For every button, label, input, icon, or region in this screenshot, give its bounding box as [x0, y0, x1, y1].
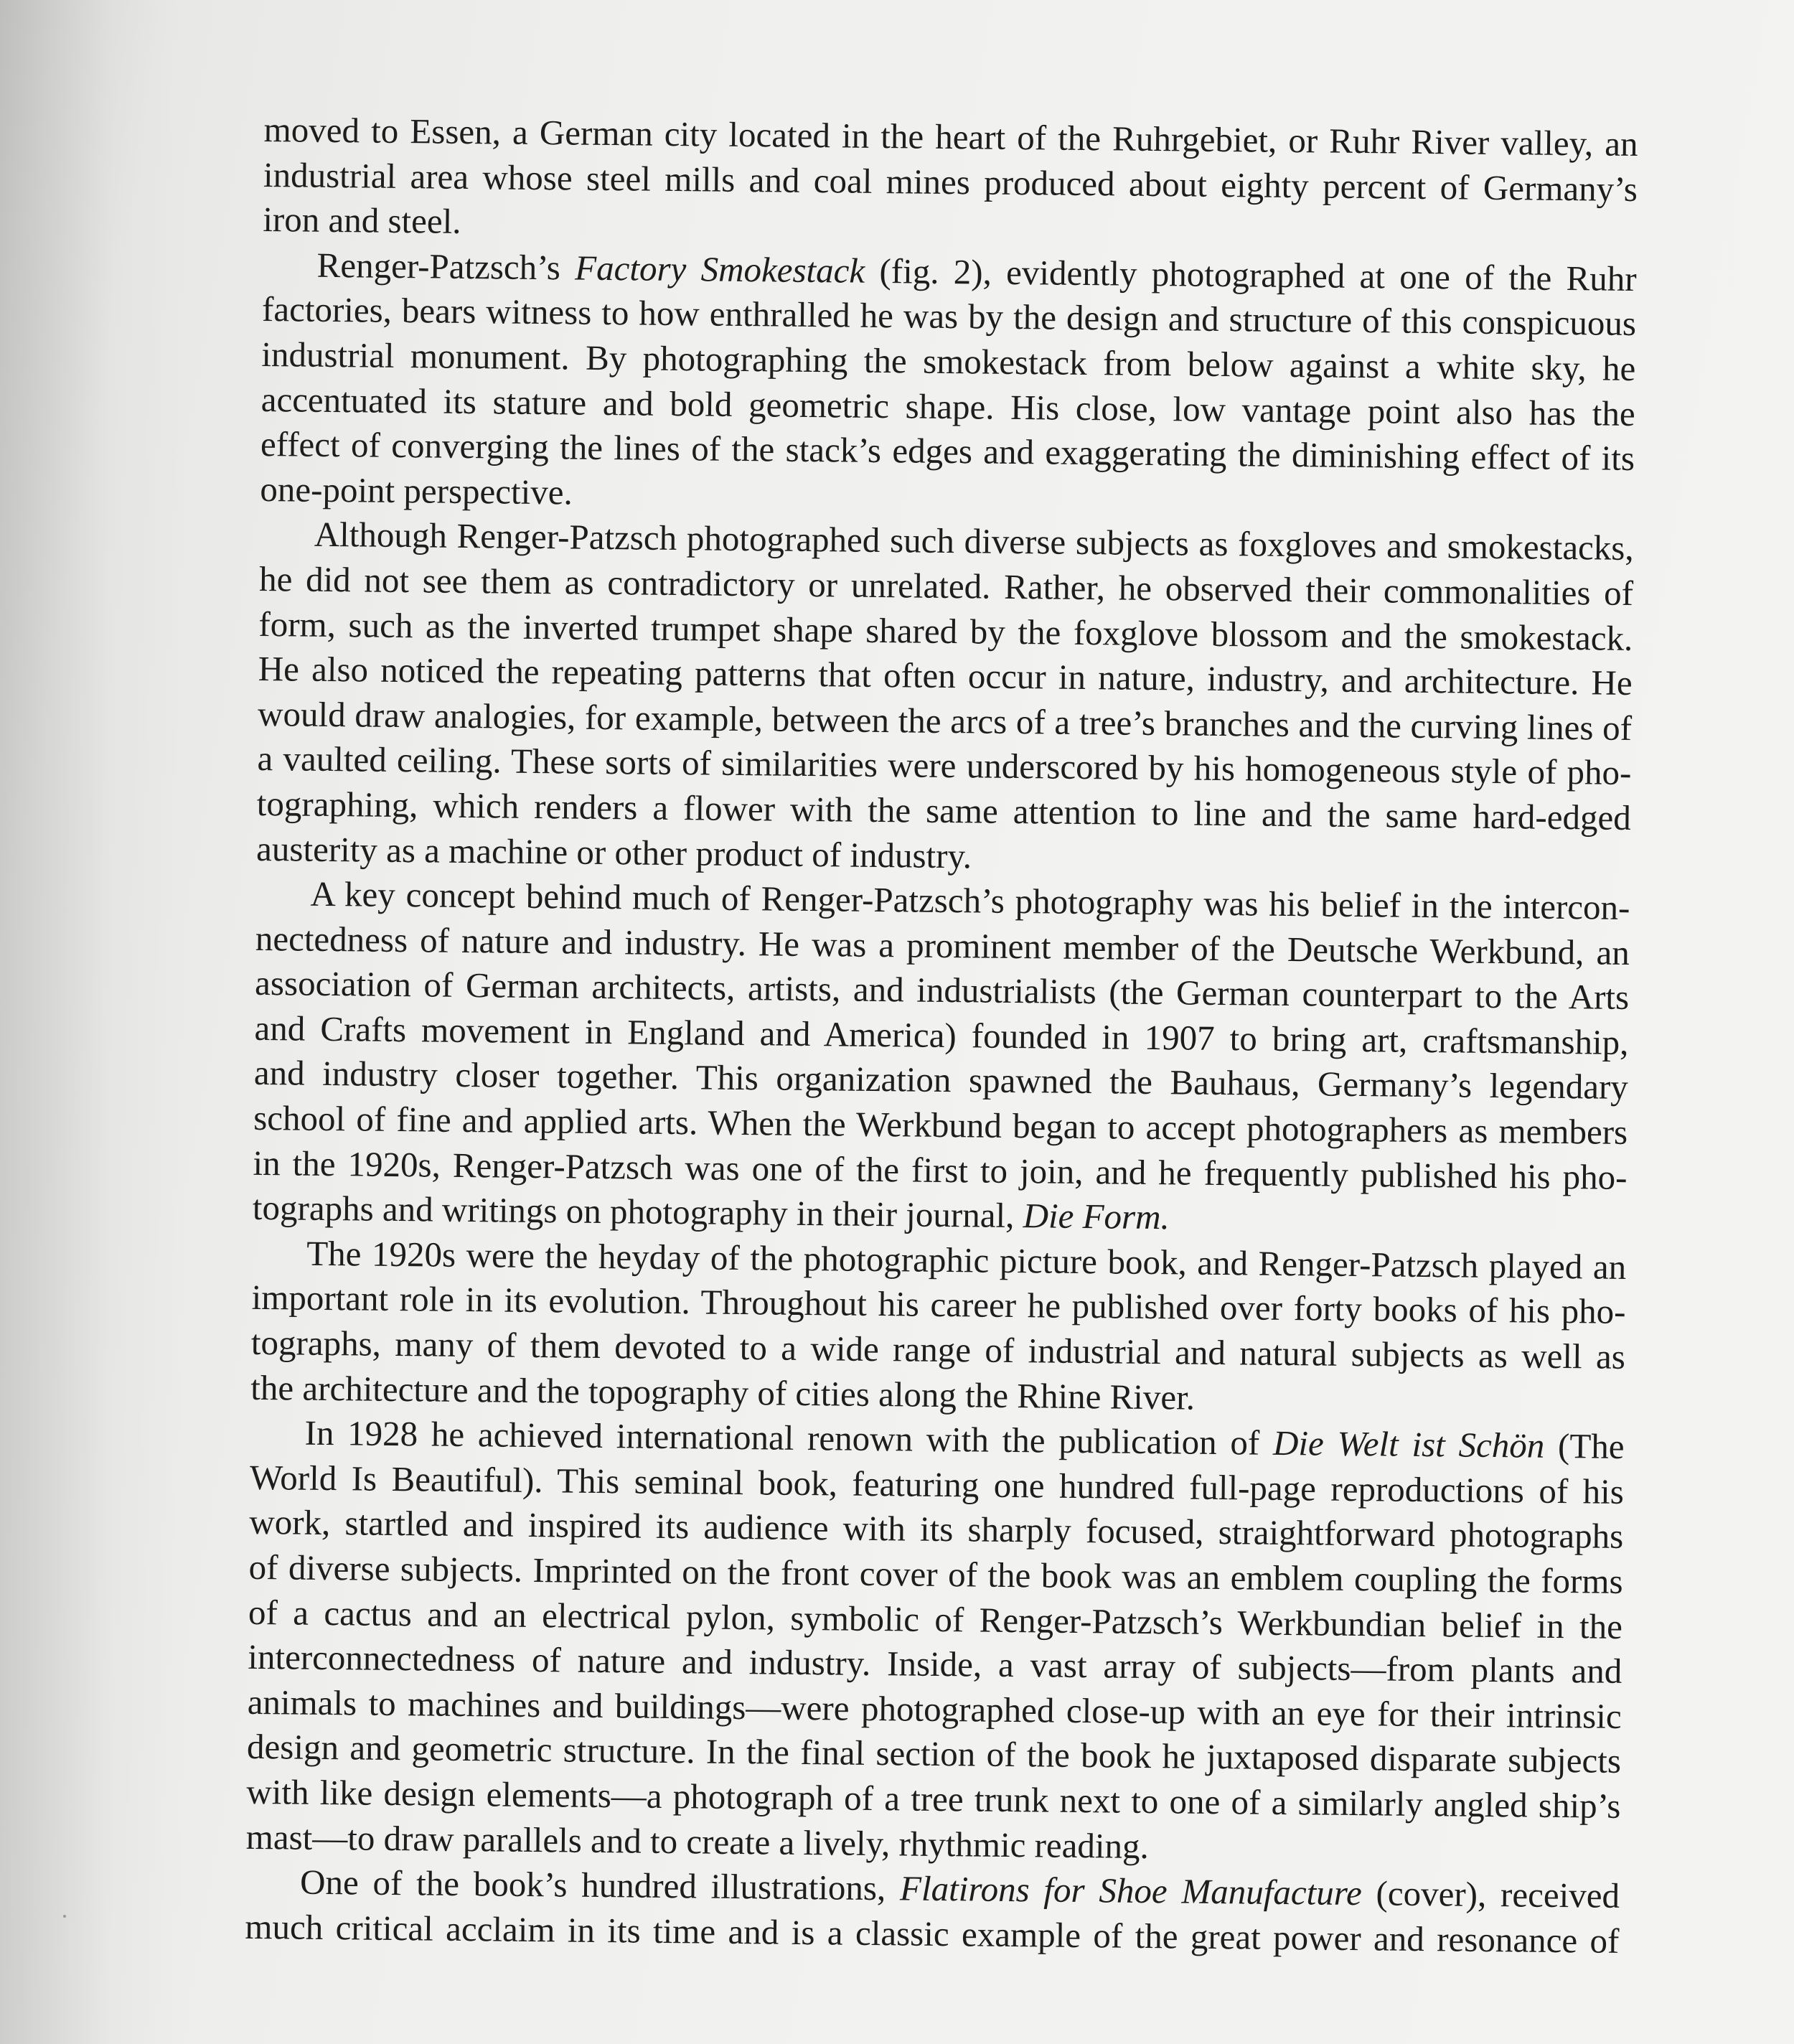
text-run: industrial monument. By photographing the smokestack from below against a white sky, he [261, 334, 1636, 389]
text-run: iron and steel. [263, 200, 461, 242]
text-run: tographs, many of them devoted to a wide range of industrial and natural subjects as well as [250, 1322, 1626, 1377]
text-run: and industry closer together. This organization spawned the Bauhaus, Germany’s legendary [253, 1053, 1629, 1107]
paragraph [253, 871, 1630, 1245]
page-gutter-shadow [0, 0, 187, 2044]
italic-title-text: Die Form. [1023, 1196, 1170, 1237]
text-run: mast—to draw parallels and to create a lively, rhythmic reading. [245, 1816, 1150, 1866]
body-text [245, 108, 1638, 1964]
text-run: One of the book’s hundred illustrations, [299, 1862, 901, 1908]
italic-title-text: Flatirons for Shoe Manufacture [899, 1868, 1363, 1913]
text-run: nectedness of nature and industry. He was a prominent member of the Deutsche Werkbund, an [255, 918, 1630, 972]
text-run: much critical acclaim in its time and is a classic example of the great power and resonance of [245, 1906, 1620, 1961]
paragraph [260, 243, 1637, 527]
text-run: design and geometric structure. In the final section of the book he juxtaposed disparate subjects [246, 1727, 1622, 1781]
text-run: of diverse subjects. Imprinted on the front cover of the book was an emblem coupling the forms [248, 1547, 1623, 1601]
text-run: tographs and writings on photography in their journal, [252, 1188, 1023, 1236]
text-run: effect of converging the lines of the stack’s edges and exaggerating the diminishing effect of its [260, 424, 1635, 479]
text-run: interconnectedness of nature and industry. Inside, a vast array of subjects—from plants and [248, 1637, 1622, 1692]
text-run: Although Renger-Patzsch photographed such diverse subjects as foxgloves and smokestacks, [314, 515, 1634, 568]
text-run: He also noticed the repeating patterns that often occur in nature, industry, and architecture. He [258, 649, 1633, 703]
text-run: with like design elements—a photograph of a tree trunk next to one of a similarly angled ship’s [246, 1771, 1621, 1826]
text-run: moved to Essen, a German city located in the heart of the Ruhrgebiet, or Ruhr River valley, an [263, 109, 1638, 164]
text-run: in the 1920s, Renger-Patzsch was one of the first to join, and he frequently published his pho- [253, 1143, 1628, 1197]
text-run: association of German architects, artists, and industrialists (the German counterpart to the Arts [254, 963, 1630, 1018]
text-run: (cover), received [1361, 1873, 1620, 1916]
paragraph [250, 1231, 1627, 1425]
text-run: (fig. 2), evidently photographed at one of the Ruhr [864, 250, 1637, 299]
text-run: school of fine and applied arts. When the Werkbund began to accept photographers as members [253, 1097, 1628, 1153]
text-run: important role in its evolution. Throughout his career he published over forty books of his pho- [251, 1278, 1626, 1332]
text-run: World Is Beautiful). This seminal book, featuring one hundred full-page reproductions of his [249, 1457, 1625, 1511]
text-run: of a cactus and an electrical pylon, symbolic of Renger-Patzsch’s Werkbundian belief in the [248, 1592, 1623, 1646]
text-run: would draw analogies, for example, between the arcs of a tree’s branches and the curving lines of [257, 693, 1633, 748]
text-run: In 1928 he achieved international renown with the publication of [304, 1412, 1274, 1463]
paragraph [256, 512, 1634, 886]
text-run: A key concept behind much of Renger-Patzsch’s photography was his belief in the intercon- [310, 873, 1630, 928]
paragraph [245, 1860, 1620, 1964]
text-run: and Crafts movement in England and America) founded in 1907 to bring art, craftsmanship, [254, 1008, 1629, 1062]
text-run: tographing, which renders a flower with the same attention to line and the same hard-edged [256, 783, 1632, 838]
text-run: he did not see them as contradictory or unrelated. Rather, he observed their commonalities of [258, 558, 1634, 613]
text-run: work, startled and inspired its audience with its sharply focused, straightforward photographs [249, 1502, 1624, 1557]
text-run: austerity as a machine or other product of industry. [255, 828, 972, 876]
text-run: industrial area whose steel mills and coal mines produced about eighty percent of Germany’s [263, 154, 1638, 209]
text-run: a vaulted ceiling. These sorts of similarities were underscored by his homogeneous style of pho- [257, 739, 1632, 793]
text-run: animals to machines and buildings—were photographed close-up with an eye for their intrinsic [247, 1682, 1622, 1736]
text-run: factories, bears witness to how enthralled he was by the design and structure of this conspicuous [261, 289, 1637, 344]
text-run: Renger-Patzsch’s [316, 245, 576, 288]
paragraph [245, 1410, 1624, 1874]
text-run: accentuated its stature and bold geometric shape. His close, low vantage point also has the [260, 379, 1635, 433]
paragraph [263, 108, 1638, 257]
text-run: one-point perspective. [260, 469, 573, 512]
paper-speck [63, 1915, 66, 1918]
text-run: form, such as the inverted trumpet shape shared by the foxglove blossom and the smokestack. [258, 604, 1633, 658]
italic-title-text: Die Welt ist Schön [1272, 1423, 1545, 1466]
italic-title-text: Factory Smokestack [574, 248, 865, 291]
text-run: The 1920s were the heyday of the photographic picture book, and Renger-Patzsch played an [306, 1233, 1627, 1287]
text-run: (The [1544, 1426, 1625, 1467]
text-run: the architecture and the topography of cities along the Rhine River. [250, 1367, 1196, 1417]
